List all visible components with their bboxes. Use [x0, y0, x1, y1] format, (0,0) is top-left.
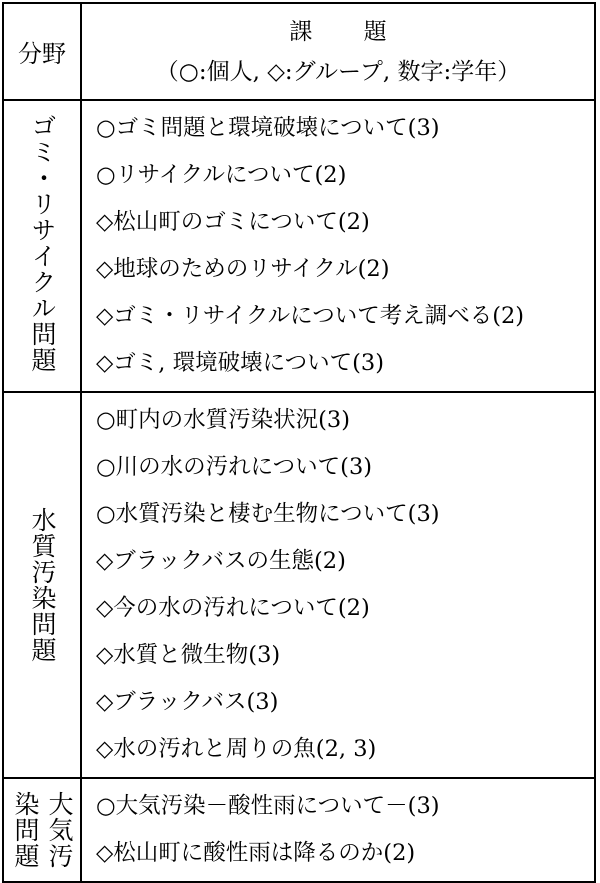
field-header-cell: [3, 3, 81, 100]
topic-item: ◇水質と微生物(3): [96, 642, 281, 668]
topic-header-cell: [81, 3, 595, 100]
topic-item: ◇今の水の汚れについて(2): [96, 595, 370, 621]
topic-list-air: [82, 779, 594, 881]
topic-item: ◇ブラックバスの生態(2): [96, 548, 346, 574]
section-row-air: [3, 778, 595, 882]
field-label-air: [4, 789, 80, 871]
topic-item: ○リサイクルについて(2): [96, 162, 347, 188]
topic-item: ○水質汚染と棲む生物について(3): [96, 501, 440, 527]
field-cell-air: [3, 778, 81, 882]
topic-item: ○大気汚染－酸性雨について－(3): [96, 793, 440, 819]
field-label-garbage: ゴミ・リサイクル問題: [28, 113, 57, 373]
header-row: [3, 3, 595, 100]
topic-header-label: 課 題: [289, 18, 409, 45]
section-row-garbage: [3, 100, 595, 392]
topic-list-water: [82, 393, 594, 777]
topic-cell-air: [81, 778, 595, 882]
topic-item: ◇ゴミ・リサイクルについて考え調べる(2): [96, 303, 525, 329]
field-label-air-col1: 大気汚: [45, 791, 74, 869]
field-header-label: 分野: [18, 40, 66, 68]
topic-cell-garbage: [81, 100, 595, 392]
topic-item: ◇ゴミ, 環境破壊について(3): [96, 350, 385, 376]
topics-table: [2, 2, 596, 883]
topic-header-legend: （○:個人, ◇:グループ, 数字:学年）: [155, 58, 521, 85]
topic-item: ◇松山町のゴミについて(2): [96, 209, 370, 235]
topic-item: ◇ブラックバス(3): [96, 689, 279, 715]
field-cell-garbage: [3, 100, 81, 392]
topic-item: ◇松山町に酸性雨は降るのか(2): [96, 840, 416, 866]
topic-cell-water: [81, 392, 595, 778]
topic-item: ◇水の汚れと周りの魚(2, 3): [96, 736, 377, 762]
field-label-water: 水質汚染問題: [28, 507, 57, 663]
field-label-air-col2: 染問題: [11, 791, 40, 869]
field-cell-water: [3, 392, 81, 778]
section-row-water: [3, 392, 595, 778]
topic-item: ○川の水の汚れについて(3): [96, 454, 373, 480]
topic-list-garbage: [82, 101, 594, 391]
topic-item: ○町内の水質汚染状況(3): [96, 407, 351, 433]
topic-item: ○ゴミ問題と環境破壊について(3): [96, 115, 440, 141]
topic-item: ◇地球のためのリサイクル(2): [96, 256, 390, 282]
